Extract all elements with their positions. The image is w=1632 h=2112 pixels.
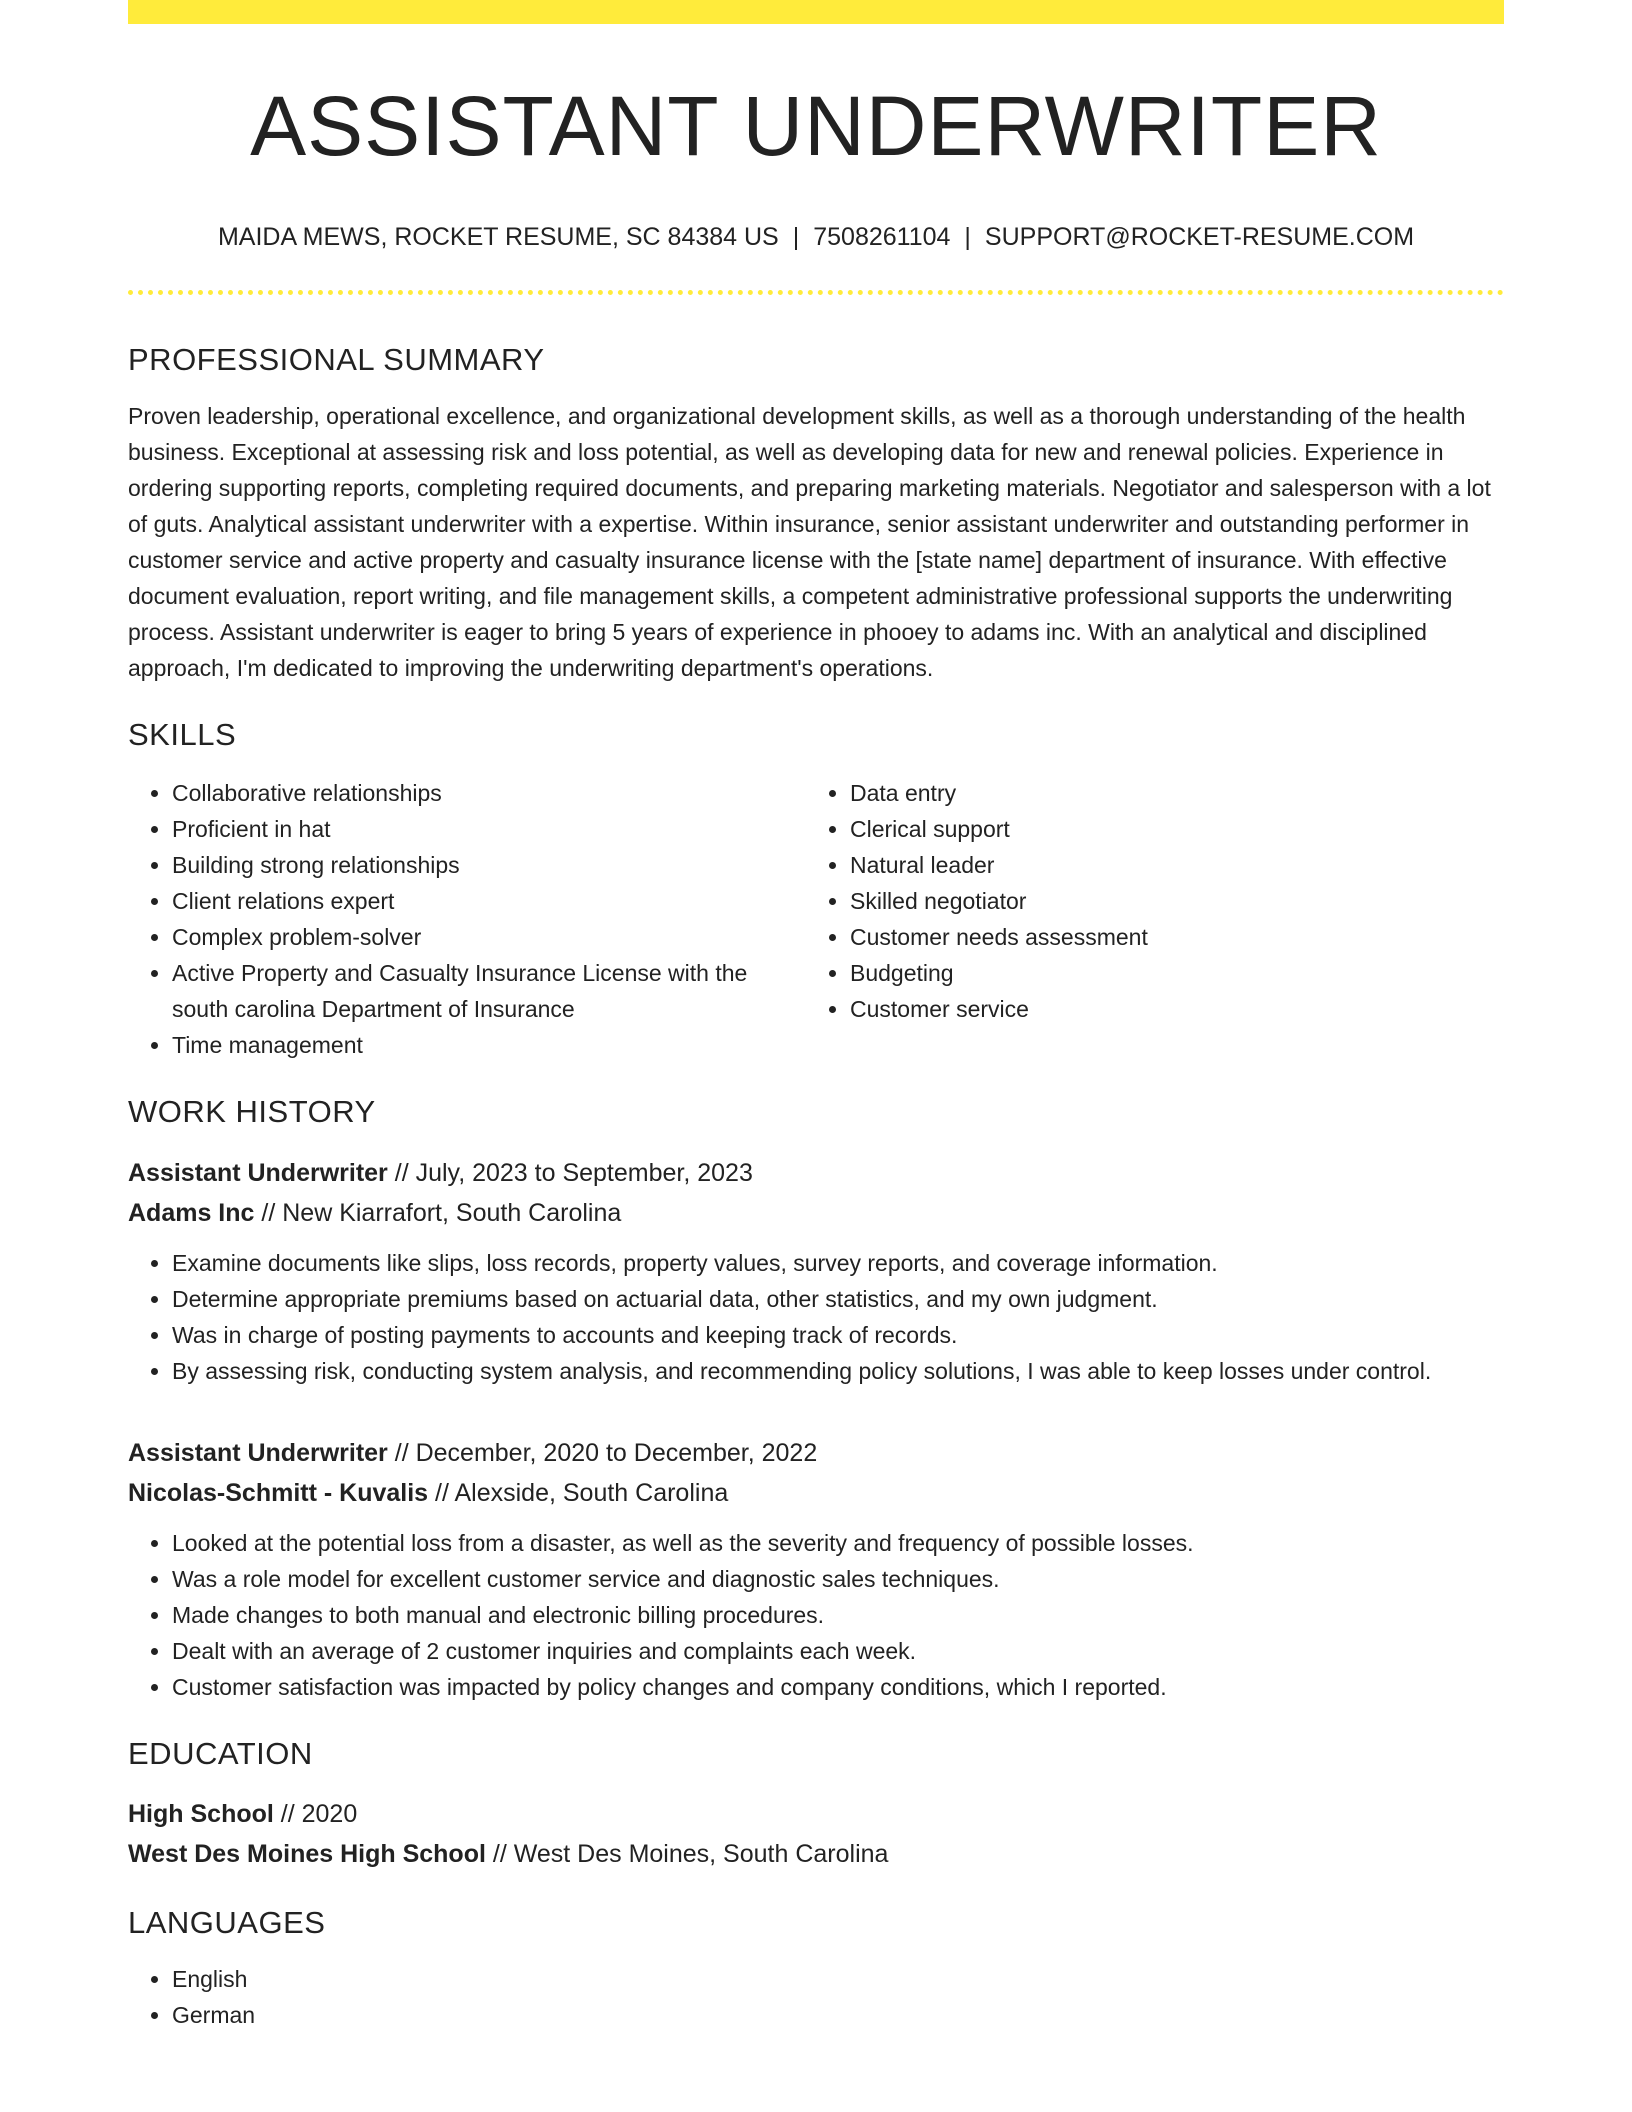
skills-grid [128, 775, 1504, 1063]
skill-item: • Building strong relationships [172, 847, 806, 883]
skill-item: • Data entry [850, 775, 1484, 811]
job-company: Adams Inc [128, 1198, 255, 1227]
section-heading-work: WORK HISTORY [128, 1094, 376, 1130]
field-separator: // [273, 1799, 302, 1828]
contact-email: SUPPORT@ROCKET-RESUME.COM [984, 223, 1415, 251]
job-bullets [128, 1525, 1504, 1705]
field-separator: // [387, 1158, 416, 1187]
job-company: Nicolas-Schmitt - Kuvalis [128, 1478, 429, 1507]
job-entry [128, 1153, 1504, 1389]
job-bullet: • Dealt with an average of 2 customer inquiries and complaints each week. [172, 1633, 1504, 1669]
skill-item: • Proficient in hat [172, 811, 806, 847]
section-heading-education: EDUCATION [128, 1735, 313, 1771]
contact-line [128, 222, 1504, 252]
job-title: Assistant Underwriter [128, 1158, 388, 1187]
job-bullet: • Customer satisfaction was impacted by policy changes and company conditions, which I reported. [172, 1669, 1504, 1705]
job-bullet: • Determine appropriate premiums based on actuarial data, other statistics, and my own judgment. [172, 1281, 1504, 1317]
summary-paragraph: Proven leadership, operational excellence, and organizational development skills, as well as a thorough understanding of the health business. Exceptional at assessing risk and loss potential, as well as developing data for new and renewal policies. Experience in ordering supporting reports, completing required documents, and preparing marketing materials. Negotiator and salesperson with a lot of guts. Analytical assistant underwriter with a expertise. Within insurance, senior assistant underwriter and outstanding performer in customer service and active property and casualty insurance license with the [state name] department of insurance. With effective document evaluation, report writing, and file management skills, a competent administrative professional supports the underwriting process. Assistant underwriter is eager to bring 5 years of experience in phooey to adams inc. With an analytical and disciplined approach, I'm dedicated to improving the underwriting department's operations. [128, 403, 1491, 682]
skills-list-left [128, 775, 806, 1063]
field-separator: // [254, 1198, 283, 1227]
education-school-line [128, 1834, 1504, 1874]
job-bullet: • Examine documents like slips, loss records, property values, survey reports, and coverage information. [172, 1245, 1504, 1281]
language-item: • English [172, 1961, 1504, 1997]
skill-item: • Time management [172, 1027, 806, 1063]
field-separator: // [428, 1478, 455, 1507]
job-dates: December, 2020 to December, 2022 [415, 1438, 818, 1467]
skill-item: • Clerical support [850, 811, 1484, 847]
job-bullet: • Was a role model for excellent customer service and diagnostic sales techniques. [172, 1561, 1504, 1597]
dotted-divider [128, 290, 1504, 295]
job-location: New Kiarrafort, South Carolina [282, 1198, 622, 1227]
skill-item: • Active Property and Casualty Insurance License with the south carolina Department of Insurance [172, 955, 806, 1027]
job-bullet: • Was in charge of posting payments to accounts and keeping track of records. [172, 1317, 1504, 1353]
skill-item: • Client relations expert [172, 883, 806, 919]
job-entry [128, 1433, 1504, 1705]
skill-item: • Customer needs assessment [850, 919, 1484, 955]
education-degree-line [128, 1794, 1504, 1834]
section-heading-summary: PROFESSIONAL SUMMARY [128, 342, 545, 377]
job-title-line [128, 1433, 1504, 1473]
education-entry [128, 1794, 1504, 1874]
skill-item: • Collaborative relationships [172, 775, 806, 811]
section-heading-skills: SKILLS [128, 717, 237, 753]
job-title-line [128, 1153, 1504, 1193]
contact-separator: | [792, 223, 800, 251]
job-title: Assistant Underwriter [128, 1438, 388, 1467]
job-company-line [128, 1193, 1504, 1233]
skill-item: • Skilled negotiator [850, 883, 1484, 919]
skill-item: • Natural leader [850, 847, 1484, 883]
contact-address: MAIDA MEWS, ROCKET RESUME, SC 84384 US [217, 223, 779, 251]
skill-item: • Budgeting [850, 955, 1484, 991]
field-separator: // [485, 1839, 514, 1868]
section-heading-languages: LANGUAGES [128, 1904, 326, 1940]
education-degree: High School [128, 1799, 274, 1828]
job-bullet: • By assessing risk, conducting system analysis, and recommending policy solutions, I was able to keep losses under control. [172, 1353, 1504, 1389]
job-bullet: • Made changes to both manual and electronic billing procedures. [172, 1597, 1504, 1633]
skill-item: • Customer service [850, 991, 1484, 1027]
languages-list [128, 1961, 1504, 2033]
job-bullets [128, 1245, 1504, 1389]
education-year: 2020 [301, 1799, 358, 1828]
language-item: • German [172, 1997, 1504, 2033]
contact-separator: | [964, 223, 971, 251]
job-company-line [128, 1473, 1504, 1513]
resume-title: ASSISTANT UNDERWRITER [250, 79, 1382, 173]
skills-list-right [806, 775, 1484, 1063]
education-location: West Des Moines, South Carolina [513, 1839, 889, 1868]
job-location: Alexside, South Carolina [454, 1478, 729, 1507]
education-school: West Des Moines High School [128, 1839, 486, 1868]
top-accent-bar [128, 0, 1504, 24]
skill-item: • Complex problem-solver [172, 919, 806, 955]
contact-phone: 7508261104 [813, 223, 951, 251]
field-separator: // [387, 1438, 416, 1467]
resume-page [128, 0, 1504, 2033]
job-bullet: • Looked at the potential loss from a disaster, as well as the severity and frequency of possible losses. [172, 1525, 1504, 1561]
job-dates: July, 2023 to September, 2023 [415, 1158, 753, 1187]
